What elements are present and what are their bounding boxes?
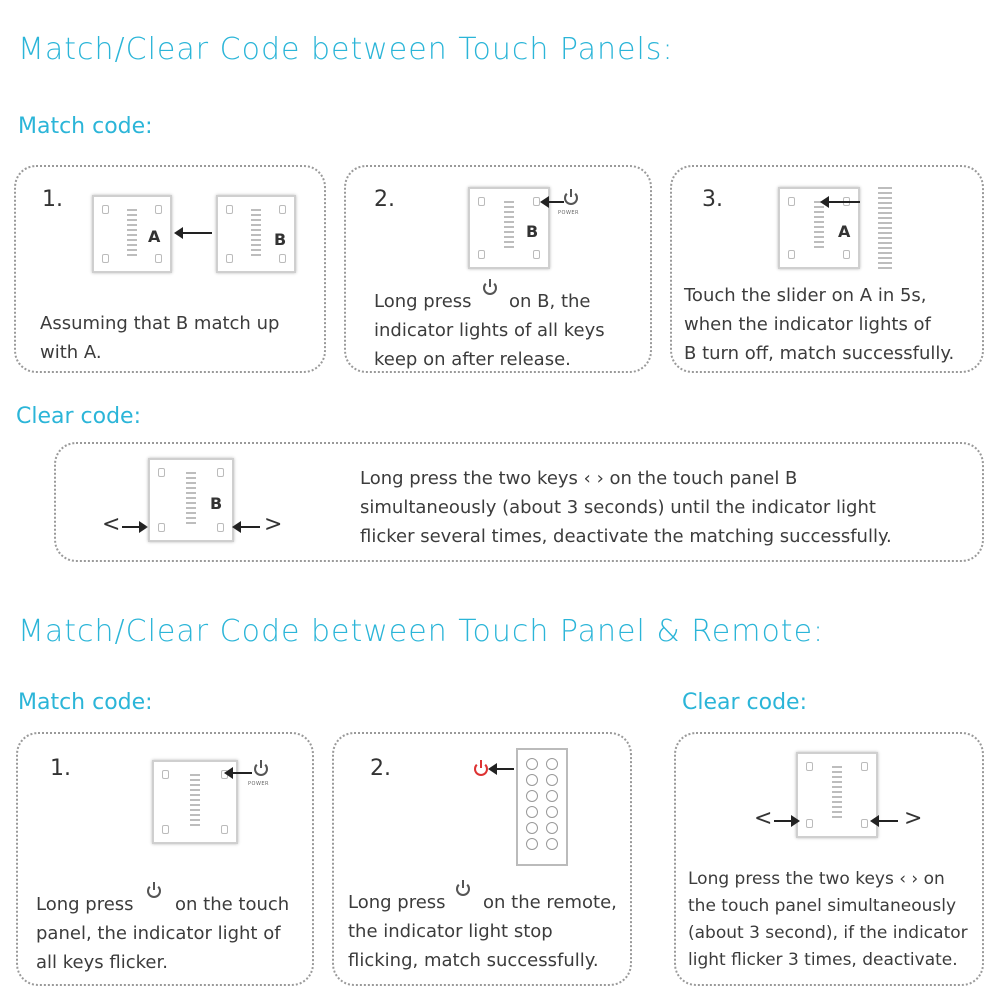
text-line: flicking, match successfully. [348, 950, 599, 971]
panel-label-b: B [274, 230, 287, 249]
text-line: panel, the indicator light of [36, 923, 281, 944]
arrow-left-icon [542, 201, 564, 203]
text-line: Long press the two keys ‹ › on [688, 869, 945, 889]
text-line: Touch the slider on A in 5s, [684, 285, 927, 306]
text-line: all keys flicker. [36, 952, 168, 973]
chevron-right-icon: > [264, 512, 283, 537]
text-line: Long press the two keys ‹ › on the touch panel B [360, 468, 798, 489]
text-line: keep on after release. [374, 349, 571, 370]
remote-step1-box [16, 732, 314, 986]
arrow-left-icon [872, 820, 898, 822]
remote-control-image [516, 748, 568, 866]
step1-box [14, 165, 326, 373]
remote-clear-box [674, 732, 984, 986]
text-line: indicator lights of all keys [374, 320, 605, 341]
step-number: 3. [702, 187, 723, 212]
remote-clear-text [688, 866, 982, 974]
arrow-left-icon [176, 232, 212, 234]
touch-panel-b [148, 458, 234, 542]
remote-step2-text [348, 888, 630, 975]
power-icon [147, 884, 161, 898]
clear-code-heading: Clear code: [16, 404, 141, 429]
text-line: on the touch [175, 894, 290, 915]
text-line: when the indicator lights of [684, 314, 931, 335]
text-on-b: on B, the [509, 291, 591, 312]
power-icon [564, 191, 578, 205]
text-line: simultaneously (about 3 seconds) until the indicator light [360, 497, 876, 518]
step-number: 1. [50, 756, 71, 781]
clear-code-heading: Clear code: [682, 690, 807, 715]
arrow-left-icon [490, 768, 514, 770]
text-line: (about 3 second), if the indicator [688, 923, 968, 943]
step3-box [670, 165, 984, 373]
slider-strip [878, 187, 892, 271]
power-icon [254, 762, 268, 776]
text-line: light flicker 3 times, deactivate. [688, 950, 958, 970]
match-code-heading: Match code: [18, 690, 153, 715]
power-icon [483, 281, 497, 295]
clear-text [360, 464, 970, 551]
chevron-left-icon: < [754, 806, 773, 831]
panel-label-b: B [526, 222, 539, 241]
clear-code-box [54, 442, 984, 562]
chevron-right-icon: > [904, 806, 923, 831]
text-long-press: Long press [36, 894, 134, 915]
text-line: the indicator light stop [348, 921, 553, 942]
panel-label-a: A [148, 227, 161, 246]
text-line: flicker several times, deactivate the matching successfully. [360, 526, 892, 547]
arrow-left-icon [226, 772, 252, 774]
arrow-left-icon [822, 201, 860, 203]
touch-panel-b [468, 187, 550, 269]
step-number: 2. [370, 756, 391, 781]
remote-step1-text [36, 890, 312, 977]
step-number: 1. [42, 187, 63, 212]
touch-panel-a [92, 195, 172, 273]
remote-step2-box [332, 732, 632, 986]
step-number: 2. [374, 187, 395, 212]
match-code-heading: Match code: [18, 114, 153, 139]
step1-text: Assuming that B match up with A. [40, 313, 280, 363]
touch-panel-b [216, 195, 296, 273]
text-line: on the remote, [483, 892, 617, 913]
power-icon [456, 882, 470, 896]
section-title-touch-panels: Match/Clear Code between Touch Panels: [18, 32, 674, 67]
power-icon [474, 762, 488, 776]
panel-label-a: A [838, 222, 851, 241]
text-line: B turn off, match successfully. [684, 343, 955, 364]
arrow-left-icon [234, 526, 260, 528]
power-label: POWER [248, 781, 270, 787]
chevron-left-icon: < [102, 512, 121, 537]
text-line: the touch panel simultaneously [688, 896, 957, 916]
arrow-right-icon [774, 820, 798, 822]
step2-text [374, 287, 646, 374]
power-label: POWER [558, 210, 580, 216]
touch-panel-a [778, 187, 860, 269]
section-title-panel-remote: Match/Clear Code between Touch Panel & Remote: [18, 614, 825, 649]
touch-panel [796, 752, 878, 838]
panel-label-b: B [210, 494, 223, 513]
text-long-press: Long press [348, 892, 446, 913]
step3-text [684, 281, 982, 368]
text-long-press: Long press [374, 291, 472, 312]
step2-box [344, 165, 652, 373]
arrow-right-icon [122, 526, 146, 528]
